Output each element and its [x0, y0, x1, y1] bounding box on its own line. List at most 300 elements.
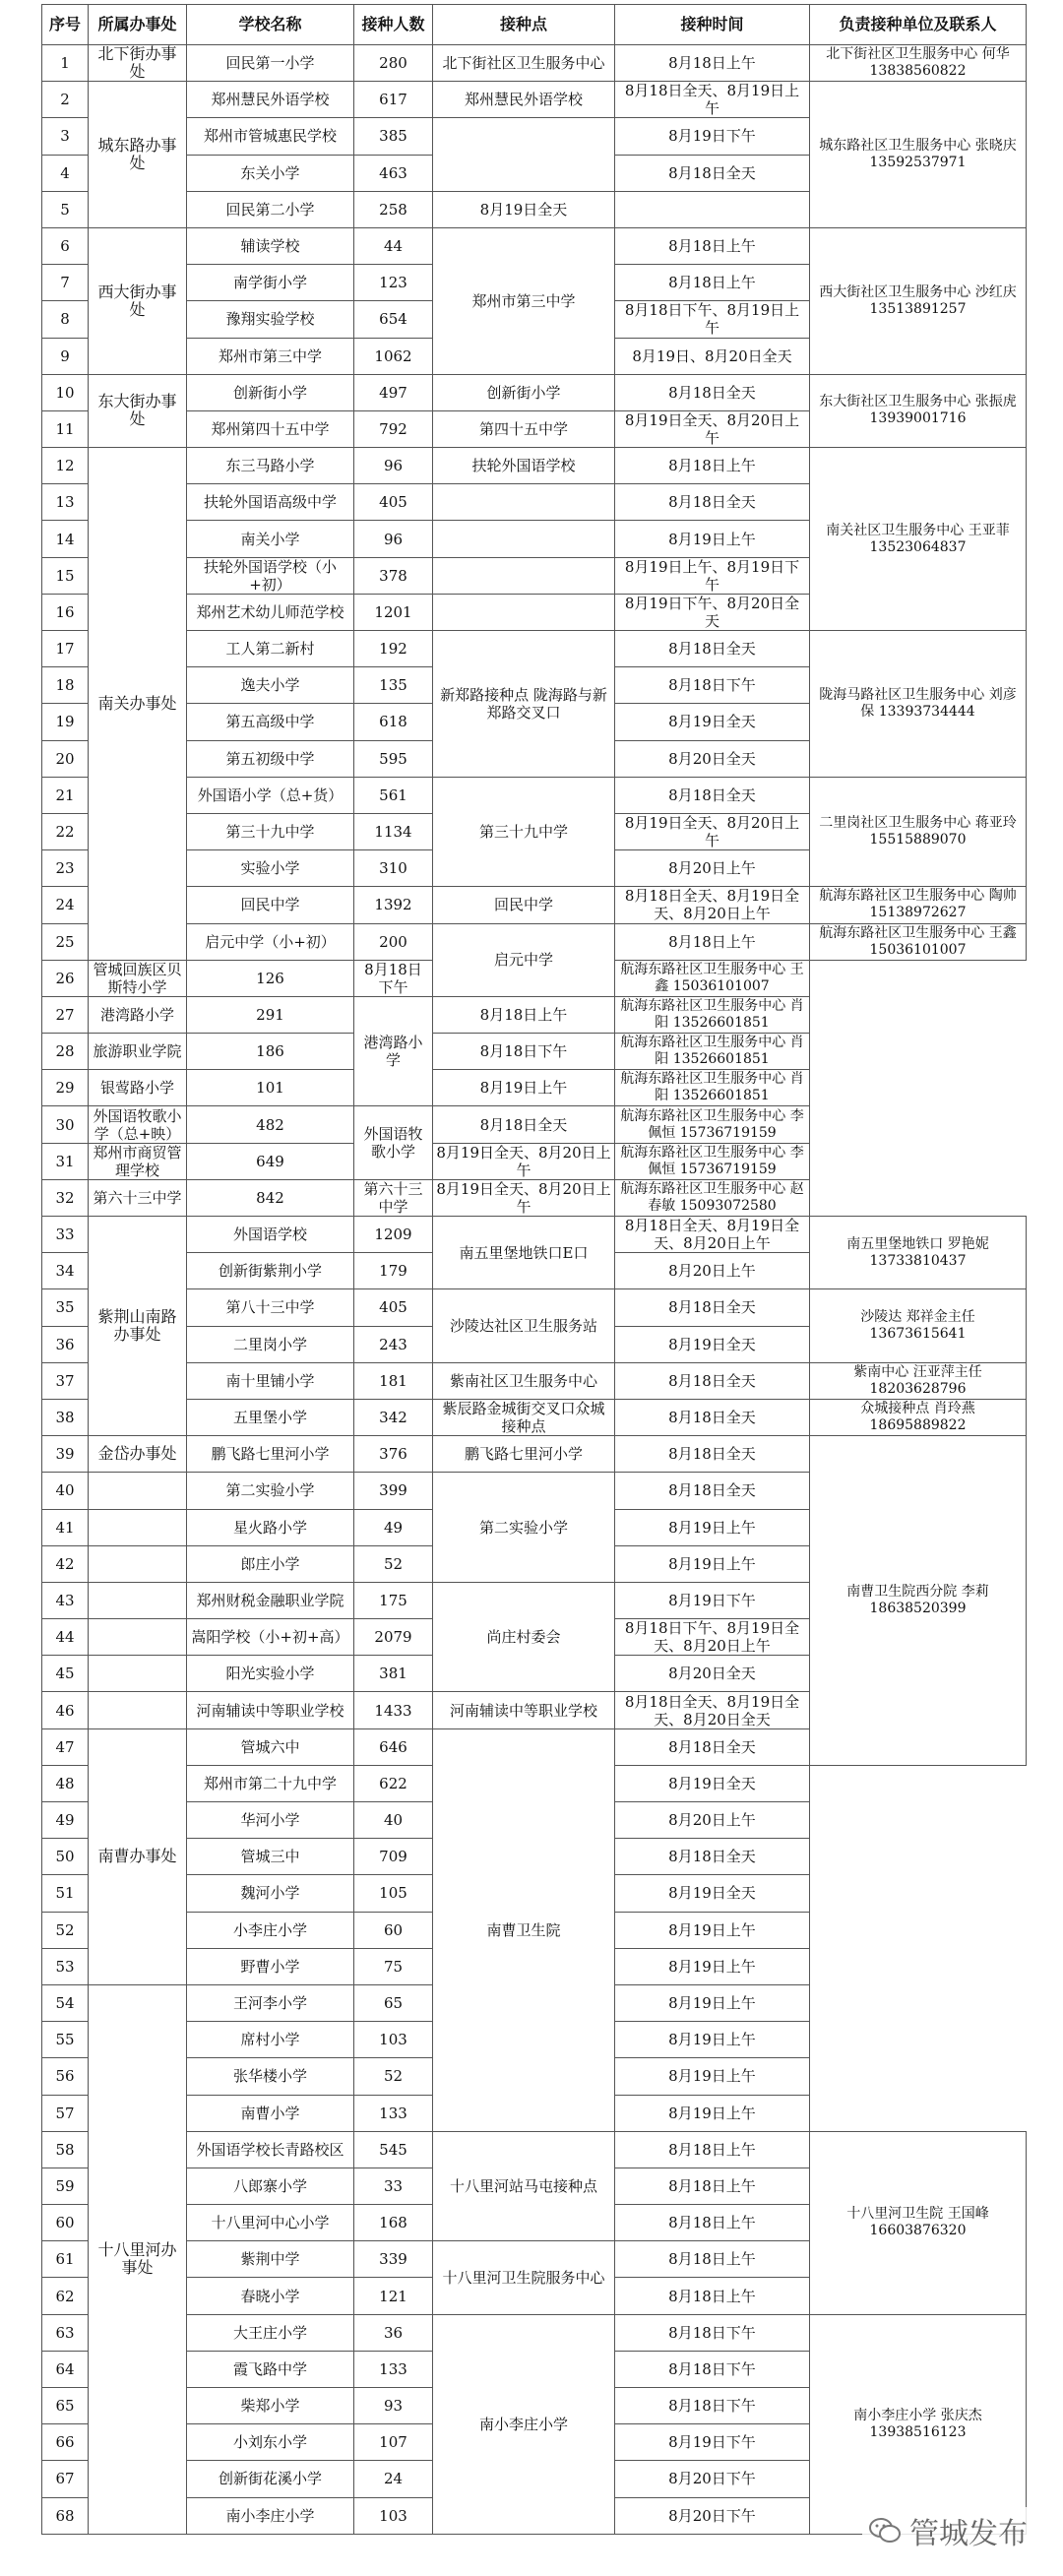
- cell-contact: 航海东路社区卫生服务中心 李佩恒 15736719159: [615, 1106, 810, 1143]
- cell-time: 8月19日上午: [615, 1984, 810, 2021]
- cell-count: 339: [354, 2241, 433, 2278]
- cell-time: 8月18日上午: [615, 2241, 810, 2278]
- cell-contact: 航海东路社区卫生服务中心 陶帅 15138972627: [810, 887, 1027, 923]
- cell-index: 60: [42, 2205, 89, 2241]
- cell-index: 41: [42, 1509, 89, 1545]
- cell-count: 96: [354, 521, 433, 557]
- cell-index: 14: [42, 521, 89, 557]
- cell-count: 1201: [354, 594, 433, 630]
- cell-office: [89, 1473, 187, 1509]
- cell-school: 鹏飞路七里河小学: [187, 1436, 354, 1473]
- header-school: 学校名称: [187, 5, 354, 45]
- header-time: 接种时间: [615, 5, 810, 45]
- cell-time: 8月19日下午: [615, 118, 810, 155]
- cell-index: 31: [42, 1143, 89, 1179]
- cell-count: 1433: [354, 1692, 433, 1728]
- cell-count: 310: [354, 850, 433, 887]
- cell-time: 8月19日上午: [433, 1070, 615, 1106]
- cell-count: 107: [354, 2424, 433, 2461]
- cell-index: 1: [42, 45, 89, 82]
- cell-site: [433, 594, 615, 630]
- cell-count: 561: [354, 777, 433, 813]
- cell-count: 622: [354, 1765, 433, 1801]
- cell-time: 8月18日上午: [615, 227, 810, 264]
- cell-count: 595: [354, 740, 433, 777]
- cell-office: 金岱办事处: [89, 1436, 187, 1473]
- cell-time: 8月19日下午: [615, 1582, 810, 1618]
- cell-index: 8: [42, 301, 89, 338]
- cell-count: 258: [354, 191, 433, 227]
- cell-index: 45: [42, 1656, 89, 1692]
- cell-count: 497: [354, 374, 433, 410]
- cell-site: 创新街小学: [433, 374, 615, 410]
- cell-site: 鹏飞路七里河小学: [433, 1436, 615, 1473]
- cell-contact: 航海东路社区卫生服务中心 李佩恒 15736719159: [615, 1143, 810, 1179]
- cell-index: 28: [42, 1034, 89, 1070]
- cell-index: 30: [42, 1106, 89, 1143]
- cell-count: 646: [354, 1728, 433, 1765]
- cell-school: 管城回族区贝斯特小学: [89, 960, 187, 996]
- cell-school: 工人第二新村: [187, 631, 354, 667]
- cell-count: 192: [354, 631, 433, 667]
- cell-school: 豫翔实验学校: [187, 301, 354, 338]
- cell-time: 8月19日下午: [615, 2424, 810, 2461]
- cell-school: 旅游职业学院: [89, 1034, 187, 1070]
- cell-school: 小刘东小学: [187, 2424, 354, 2461]
- cell-index: 49: [42, 1802, 89, 1839]
- cell-count: 2079: [354, 1619, 433, 1656]
- cell-index: 67: [42, 2461, 89, 2497]
- cell-count: 181: [354, 1362, 433, 1399]
- cell-school: 实验小学: [187, 850, 354, 887]
- table-row: [42, 1399, 1027, 1435]
- cell-index: 23: [42, 850, 89, 887]
- cell-school: 星火路小学: [187, 1509, 354, 1545]
- cell-time: 8月18日全天: [615, 1473, 810, 1509]
- cell-time: 8月18日上午: [615, 2168, 810, 2204]
- cell-time: 8月18日全天: [615, 1728, 810, 1765]
- cell-index: 5: [42, 191, 89, 227]
- cell-time: 8月18日全天: [615, 777, 810, 813]
- cell-count: 186: [187, 1034, 354, 1070]
- cell-count: 36: [354, 2314, 433, 2351]
- cell-index: 4: [42, 155, 89, 191]
- cell-site: 第六十三中学: [354, 1179, 433, 1216]
- cell-school: 创新街小学: [187, 374, 354, 410]
- cell-site: 第三十九中学: [433, 777, 615, 887]
- cell-school: 第六十三中学: [89, 1179, 187, 1216]
- cell-school: 启元中学（小+初）: [187, 923, 354, 960]
- cell-school: 郑州财税金融职业学院: [187, 1582, 354, 1618]
- cell-contact: 南关社区卫生服务中心 王亚菲 13523064837: [810, 448, 1027, 631]
- wechat-logo-icon: [868, 2517, 902, 2545]
- cell-time: 8月18日下午: [615, 2351, 810, 2387]
- cell-time: 8月18日上午: [433, 996, 615, 1033]
- cell-time: 8月19日上午、8月19日下午: [615, 557, 810, 594]
- cell-count: 65: [354, 1984, 433, 2021]
- cell-time: 8月20日全天: [615, 740, 810, 777]
- cell-school: 阳光实验小学: [187, 1656, 354, 1692]
- cell-count: 126: [187, 960, 354, 996]
- cell-office: 紫荆山南路办事处: [89, 1217, 187, 1436]
- cell-school: 第五初级中学: [187, 740, 354, 777]
- table-row: [42, 887, 1027, 923]
- cell-index: 59: [42, 2168, 89, 2204]
- cell-time: 8月18日全天: [615, 1289, 810, 1326]
- header-office: 所属办事处: [89, 5, 187, 45]
- cell-site: 紫辰路金城街交叉口众城接种点: [433, 1399, 615, 1435]
- cell-site: 郑州慧民外语学校: [433, 82, 615, 118]
- cell-count: 463: [354, 155, 433, 191]
- cell-school: 霞飞路中学: [187, 2351, 354, 2387]
- cell-index: 20: [42, 740, 89, 777]
- cell-contact: 航海东路社区卫生服务中心 肖阳 13526601851: [615, 1034, 810, 1070]
- cell-time: 8月18日全天: [615, 631, 810, 667]
- table-row: [42, 374, 1027, 410]
- cell-school: 二里岗小学: [187, 1326, 354, 1362]
- cell-contact: 紫南中心 汪亚萍主任 18203628796: [810, 1362, 1027, 1399]
- cell-time: 8月18日下午、8月19日上午: [615, 301, 810, 338]
- cell-index: 3: [42, 118, 89, 155]
- cell-count: 243: [354, 1326, 433, 1362]
- cell-time: 8月20日上午: [615, 1253, 810, 1289]
- cell-school: 港湾路小学: [89, 996, 187, 1033]
- cell-site: 新郑路接种点 陇海路与新郑路交叉口: [433, 631, 615, 778]
- cell-count: 52: [354, 1545, 433, 1582]
- cell-time: 8月19日全天: [615, 1875, 810, 1912]
- table-header-row: [42, 5, 1027, 45]
- cell-school: 郑州第四十五中学: [187, 410, 354, 447]
- cell-count: 792: [354, 410, 433, 447]
- cell-school: 外国语小学（总+货）: [187, 777, 354, 813]
- cell-time: 8月19日上午: [615, 521, 810, 557]
- cell-time: 8月19日上午: [615, 2058, 810, 2095]
- cell-count: 618: [354, 704, 433, 740]
- cell-time: 8月19日上午: [615, 1948, 810, 1984]
- header-index: 序号: [42, 5, 89, 45]
- cell-site: 河南辅读中等职业学校: [433, 1692, 615, 1728]
- cell-index: 25: [42, 923, 89, 960]
- cell-school: 南曹小学: [187, 2095, 354, 2131]
- cell-school: 管城三中: [187, 1839, 354, 1875]
- cell-office: [89, 1582, 187, 1618]
- cell-site: 北下街社区卫生服务中心: [433, 45, 615, 82]
- cell-school: 魏河小学: [187, 1875, 354, 1912]
- cell-site: 扶轮外国语学校: [433, 448, 615, 484]
- cell-school: 辅读学校: [187, 227, 354, 264]
- cell-time: 8月19日全天、8月20日上午: [615, 410, 810, 447]
- cell-school: 南十里铺小学: [187, 1362, 354, 1399]
- cell-contact: 沙陵达 郑祥金主任 13673615641: [810, 1289, 1027, 1362]
- cell-index: 56: [42, 2058, 89, 2095]
- cell-school: 回民第二小学: [187, 191, 354, 227]
- cell-count: 93: [354, 2388, 433, 2424]
- cell-office: [89, 1545, 187, 1582]
- cell-school: 郑州市第二十九中学: [187, 1765, 354, 1801]
- cell-time: 8月18日全天: [433, 1106, 615, 1143]
- cell-count: 75: [354, 1948, 433, 1984]
- cell-time: 8月18日全天: [615, 1436, 810, 1473]
- vaccination-schedule-sheet: [41, 4, 1026, 2535]
- cell-time: 8月18日下午: [615, 667, 810, 704]
- cell-site: 紫南社区卫生服务中心: [433, 1362, 615, 1399]
- cell-index: 53: [42, 1948, 89, 1984]
- table-row: [42, 2131, 1027, 2168]
- cell-time: 8月19日全天: [615, 704, 810, 740]
- cell-school: 外国语学校: [187, 1217, 354, 1253]
- cell-count: 33: [354, 2168, 433, 2204]
- cell-school: 郎庄小学: [187, 1545, 354, 1582]
- cell-school: 柴郑小学: [187, 2388, 354, 2424]
- cell-index: 65: [42, 2388, 89, 2424]
- cell-time: 8月18日下午: [433, 1034, 615, 1070]
- cell-index: 39: [42, 1436, 89, 1473]
- cell-site: 第二实验小学: [433, 1473, 615, 1583]
- cell-index: 19: [42, 704, 89, 740]
- cell-index: 26: [42, 960, 89, 996]
- cell-contact: 南小李庄小学 张庆杰 13938516123: [810, 2314, 1027, 2534]
- cell-count: 385: [354, 118, 433, 155]
- cell-contact: 二里岗社区卫生服务中心 蒋亚玲 15515889070: [810, 777, 1027, 887]
- cell-index: 48: [42, 1765, 89, 1801]
- table-row: [42, 2314, 1027, 2351]
- cell-contact: 南五里堡地铁口 罗艳妮 13733810437: [810, 1217, 1027, 1289]
- cell-count: 24: [354, 2461, 433, 2497]
- cell-contact: 航海东路社区卫生服务中心 肖阳 13526601851: [615, 1070, 810, 1106]
- cell-count: 168: [354, 2205, 433, 2241]
- cell-contact: 东大街社区卫生服务中心 张振虎 13939001716: [810, 374, 1027, 447]
- table-row: [42, 1362, 1027, 1399]
- cell-time: 8月18日全天、8月19日全天、8月20日全天: [615, 1692, 810, 1728]
- table-row: [42, 1143, 1027, 1179]
- cell-index: 27: [42, 996, 89, 1033]
- cell-time: 8月19日上午: [615, 2095, 810, 2131]
- cell-index: 2: [42, 82, 89, 118]
- cell-index: 33: [42, 1217, 89, 1253]
- cell-site: 沙陵达社区卫生服务站: [433, 1289, 615, 1362]
- cell-time: 8月19日全天、8月20日上午: [433, 1179, 615, 1216]
- cell-time: 8月19日上午: [615, 1509, 810, 1545]
- cell-school: 紫荆中学: [187, 2241, 354, 2278]
- cell-index: 22: [42, 813, 89, 849]
- cell-time: 8月18日全天: [615, 155, 810, 191]
- table-row: [42, 82, 1027, 118]
- table-row: [42, 227, 1027, 264]
- cell-office: 东大街办事处: [89, 374, 187, 447]
- cell-index: 55: [42, 2022, 89, 2058]
- cell-index: 15: [42, 557, 89, 594]
- cell-count: 291: [187, 996, 354, 1033]
- cell-school: 南学街小学: [187, 265, 354, 301]
- cell-time: 8月18日全天: [615, 374, 810, 410]
- cell-index: 68: [42, 2497, 89, 2534]
- cell-site: [433, 118, 615, 191]
- cell-school: 王河李小学: [187, 1984, 354, 2021]
- cell-index: 10: [42, 374, 89, 410]
- cell-school: 东三马路小学: [187, 448, 354, 484]
- cell-site: 郑州市第三中学: [433, 227, 615, 374]
- cell-count: 60: [354, 1912, 433, 1948]
- cell-site: 南小李庄小学: [433, 2314, 615, 2534]
- header-site: 接种点: [433, 5, 615, 45]
- cell-index: 62: [42, 2278, 89, 2314]
- cell-index: 43: [42, 1582, 89, 1618]
- cell-time: 8月20日上午: [615, 850, 810, 887]
- cell-time: 8月19日下午、8月20日全天: [615, 594, 810, 630]
- cell-school: 郑州市第三中学: [187, 338, 354, 374]
- cell-index: 52: [42, 1912, 89, 1948]
- cell-school: 回民第一小学: [187, 45, 354, 82]
- cell-time: 8月19日全天、8月20日上午: [615, 813, 810, 849]
- cell-site: [433, 484, 615, 521]
- cell-count: 40: [354, 1802, 433, 1839]
- cell-school: 郑州市商贸管理学校: [89, 1143, 187, 1179]
- table-row: [42, 923, 1027, 960]
- cell-school: 野曹小学: [187, 1948, 354, 1984]
- cell-index: 61: [42, 2241, 89, 2278]
- cell-count: 399: [354, 1473, 433, 1509]
- cell-index: 12: [42, 448, 89, 484]
- cell-site: 外国语牧歌小学: [354, 1106, 433, 1179]
- cell-index: 40: [42, 1473, 89, 1509]
- cell-index: 24: [42, 887, 89, 923]
- table-row: [42, 631, 1027, 667]
- cell-count: 1062: [354, 338, 433, 374]
- cell-school: 外国语牧歌小学（总+映）: [89, 1106, 187, 1143]
- cell-time: 8月18日上午: [615, 2205, 810, 2241]
- cell-time: 8月19日、8月20日全天: [615, 338, 810, 374]
- cell-index: 63: [42, 2314, 89, 2351]
- cell-school: 八郎寨小学: [187, 2168, 354, 2204]
- cell-school: 扶轮外国语高级中学: [187, 484, 354, 521]
- table-row: [42, 777, 1027, 813]
- cell-contact: 城东路社区卫生服务中心 张晓庆 13592537971: [810, 82, 1027, 228]
- cell-count: 133: [354, 2095, 433, 2131]
- cell-school: 郑州慧民外语学校: [187, 82, 354, 118]
- cell-school: 回民中学: [187, 887, 354, 923]
- cell-index: 54: [42, 1984, 89, 2021]
- cell-time: 8月18日全天: [615, 484, 810, 521]
- cell-school: 华河小学: [187, 1802, 354, 1839]
- cell-index: 21: [42, 777, 89, 813]
- cell-school: 东关小学: [187, 155, 354, 191]
- cell-count: 378: [354, 557, 433, 594]
- cell-time: 8月18日上午: [615, 265, 810, 301]
- cell-time: 8月18日上午: [615, 923, 810, 960]
- cell-time: 8月20日下午: [615, 2461, 810, 2497]
- cell-time: 8月19日上午: [615, 2022, 810, 2058]
- cell-office: 南关办事处: [89, 448, 187, 961]
- cell-site: 十八里河卫生院服务中心: [433, 2241, 615, 2314]
- cell-count: 405: [354, 1289, 433, 1326]
- cell-school: 外国语学校长青路校区: [187, 2131, 354, 2168]
- cell-index: 36: [42, 1326, 89, 1362]
- cell-site: 回民中学: [433, 887, 615, 923]
- cell-school: 十八里河中心小学: [187, 2205, 354, 2241]
- cell-index: 35: [42, 1289, 89, 1326]
- cell-time: 8月19日全天: [615, 1765, 810, 1801]
- cell-index: 6: [42, 227, 89, 264]
- cell-count: 123: [354, 265, 433, 301]
- cell-office: 十八里河办事处: [89, 1984, 187, 2534]
- cell-office: 南曹办事处: [89, 1728, 187, 1984]
- cell-index: 17: [42, 631, 89, 667]
- cell-office: [89, 1692, 187, 1728]
- cell-school: 小李庄小学: [187, 1912, 354, 1948]
- cell-index: 57: [42, 2095, 89, 2131]
- cell-index: 11: [42, 410, 89, 447]
- table-row: [42, 1106, 1027, 1143]
- watermark-text: 管城发布: [909, 2517, 1028, 2551]
- cell-office: [89, 1619, 187, 1656]
- cell-time: 8月18日全天、8月19日全天、8月20日上午: [615, 887, 810, 923]
- cell-time: 8月18日上午: [615, 2278, 810, 2314]
- cell-contact: 陇海马路社区卫生服务中心 刘彦保 13393734444: [810, 631, 1027, 778]
- cell-school: 五里堡小学: [187, 1399, 354, 1435]
- table-row: [42, 1179, 1027, 1216]
- cell-office: 西大街办事处: [89, 227, 187, 374]
- cell-school: 第三十九中学: [187, 813, 354, 849]
- cell-time: 8月18日下午: [615, 2388, 810, 2424]
- cell-count: 200: [354, 923, 433, 960]
- cell-time: 8月18日全天: [615, 1839, 810, 1875]
- cell-contact: 航海东路社区卫生服务中心 肖阳 13526601851: [615, 996, 810, 1033]
- cell-site: 尚庄村委会: [433, 1582, 615, 1692]
- cell-site: 十八里河站马屯接种点: [433, 2131, 615, 2241]
- cell-index: 38: [42, 1399, 89, 1435]
- cell-count: 376: [354, 1436, 433, 1473]
- table-row: [42, 1289, 1027, 1326]
- cell-school: 第二实验小学: [187, 1473, 354, 1509]
- table-body: [42, 45, 1027, 2535]
- cell-site: 港湾路小学: [354, 996, 433, 1106]
- cell-index: 42: [42, 1545, 89, 1582]
- cell-office: [89, 1509, 187, 1545]
- cell-index: 51: [42, 1875, 89, 1912]
- cell-time: 8月18日全天、8月19日上午: [615, 82, 810, 118]
- cell-count: 617: [354, 82, 433, 118]
- cell-time: 8月19日上午: [615, 1912, 810, 1948]
- cell-count: 52: [354, 2058, 433, 2095]
- cell-time: 8月19日上午: [615, 1545, 810, 1582]
- cell-count: 133: [354, 2351, 433, 2387]
- cell-site: 南曹卫生院: [433, 1728, 615, 2131]
- table-row: [42, 1070, 1027, 1106]
- cell-count: 96: [354, 448, 433, 484]
- cell-time: 8月18日下午、8月19日全天、8月20日上午: [615, 1619, 810, 1656]
- cell-index: 9: [42, 338, 89, 374]
- cell-time: 8月18日上午: [615, 2131, 810, 2168]
- header-count: 接种人数: [354, 5, 433, 45]
- cell-site: 南五里堡地铁口E口: [433, 1217, 615, 1289]
- cell-contact: 西大街社区卫生服务中心 沙红庆 13513891257: [810, 227, 1027, 374]
- cell-time: 8月18日上午: [615, 45, 810, 82]
- cell-count: 405: [354, 484, 433, 521]
- cell-school: 嵩阳学校（小+初+高）: [187, 1619, 354, 1656]
- cell-count: 1392: [354, 887, 433, 923]
- cell-school: 扶轮外国语学校（小+初）: [187, 557, 354, 594]
- cell-count: 1209: [354, 1217, 433, 1253]
- table-row: [42, 1436, 1027, 1473]
- cell-count: 175: [354, 1582, 433, 1618]
- cell-count: 179: [354, 1253, 433, 1289]
- cell-school: 席村小学: [187, 2022, 354, 2058]
- cell-school: 春晓小学: [187, 2278, 354, 2314]
- cell-contact: 十八里河卫生院 王国峰 16603876320: [810, 2131, 1027, 2314]
- cell-count: 654: [354, 301, 433, 338]
- table-row: [42, 1034, 1027, 1070]
- cell-index: 32: [42, 1179, 89, 1216]
